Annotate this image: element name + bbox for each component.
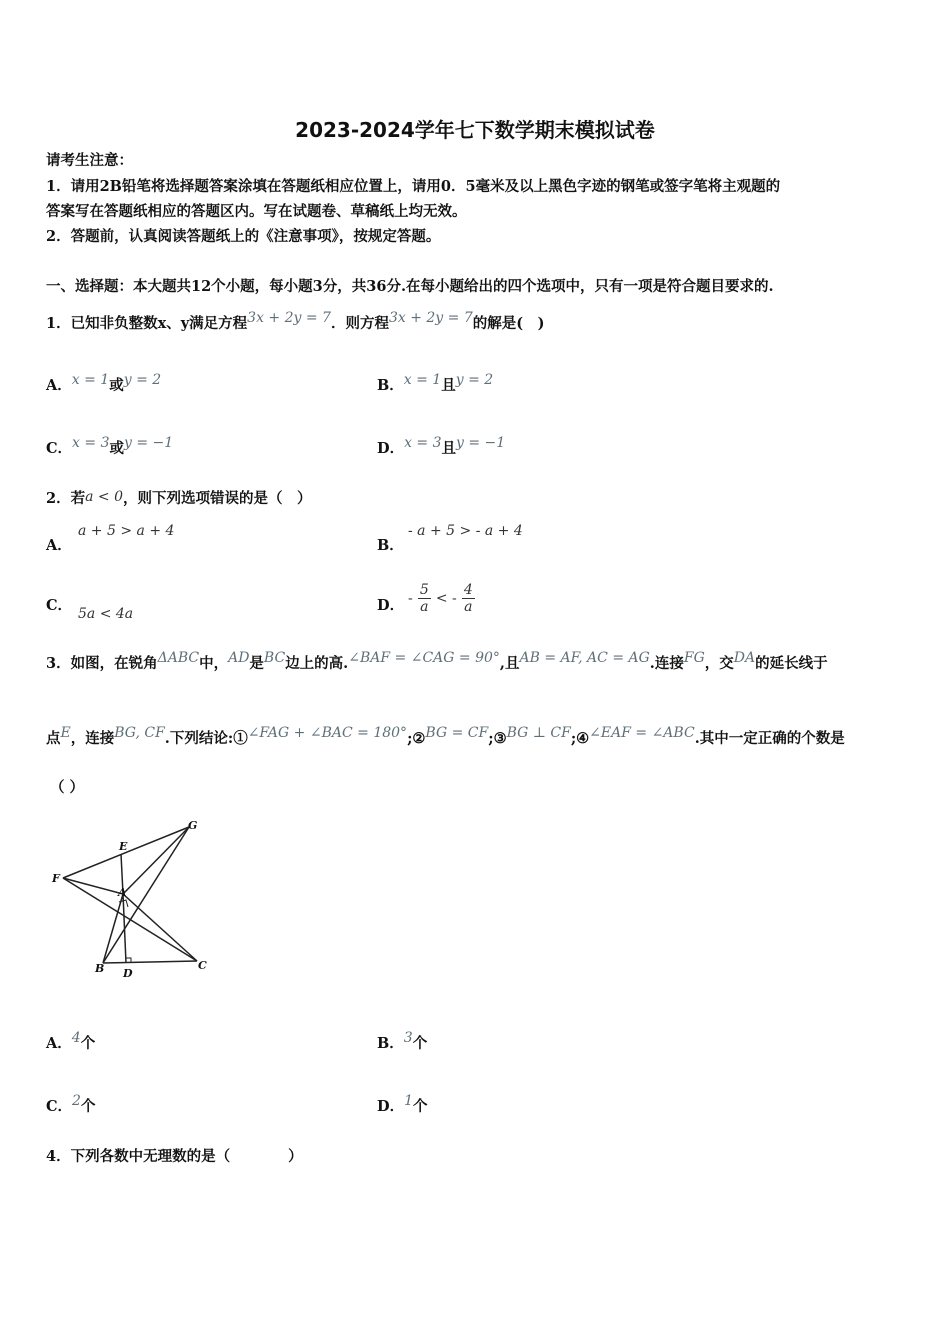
q3-conclusion-1: ∠FAG + ∠BAC = 180° [247, 725, 408, 741]
option-math-1: x = 1 [71, 372, 110, 388]
q3-option-a[interactable]: A．4个 [46, 1030, 96, 1052]
q3-math-ad: AD [228, 650, 250, 666]
q3-math-bg-cf: BG, CF [114, 725, 165, 741]
q2-option-b-expr: - a + 5 > - a + 4 [408, 523, 523, 539]
label-a: A [118, 886, 127, 899]
option-conj: 或 [109, 440, 124, 457]
q2-option-c-label[interactable]: C． [46, 597, 73, 614]
q3-conclusion-4: ∠EAF = ∠ABC [589, 725, 695, 741]
q3-conclusion-2: BG = CF [425, 725, 489, 741]
fraction-4-over-a: $\frac{4}{a}$ [463, 582, 473, 615]
option-label: B． [377, 377, 404, 394]
q1-option-d[interactable] [377, 435, 506, 458]
option-label: C． [46, 440, 73, 457]
label-c: C [198, 959, 207, 972]
option-math-2: y = 2 [123, 372, 162, 388]
q2-option-b-label[interactable]: B． [377, 537, 404, 554]
option-conj: 或 [109, 377, 124, 394]
option-math-1: x = 3 [72, 435, 110, 451]
option-label: D． [377, 440, 405, 457]
option-math-2: y = −1 [456, 435, 506, 451]
q2-option-d-label[interactable]: D． [377, 597, 405, 614]
line-ac [123, 894, 197, 961]
line-fa [63, 878, 123, 894]
q3-conclusion-3: BG ⊥ CF [506, 725, 571, 741]
option-math-1: x = 1 [403, 372, 442, 388]
label-b: B [95, 962, 105, 975]
question-3-line-2: 点E，连接BG, CF.下列结论:①∠FAG + ∠BAC = 180°;②BG = CF;③BG ⊥ CF;④∠EAF = ∠ABC.其中一定正确的个数是 [46, 725, 845, 747]
label-e: E [119, 840, 128, 853]
less-than-minus: < - [435, 590, 457, 607]
q1-prefix: 1．已知非负整数x、y满足方程 [46, 315, 248, 332]
q3-option-b[interactable]: B．3个 [377, 1030, 428, 1052]
option-unit: 个 [412, 1035, 428, 1052]
option-unit: 个 [80, 1035, 96, 1052]
q2-option-a-expr: a + 5 > a + 4 [78, 523, 175, 539]
minus-sign: - [408, 590, 413, 607]
option-number: 3 [403, 1030, 413, 1046]
option-number: 1 [404, 1093, 413, 1109]
line-bc [103, 961, 197, 963]
q2-suffix: ，则下列选项错误的是（ ） [122, 490, 312, 507]
q1-equation: 3x + 2y = 7 [247, 310, 331, 326]
q1-equation-2: 3x + 2y = 7 [388, 310, 473, 326]
question-2 [46, 490, 311, 508]
option-conj: 且 [441, 377, 456, 394]
q2-option-c-expr: 5a < 4a [78, 606, 134, 622]
option-unit: 个 [80, 1098, 96, 1115]
fraction-5-over-a: $\frac{5}{a}$ [419, 582, 429, 615]
q1-option-b[interactable] [377, 372, 494, 395]
q3-option-d[interactable]: D．1个 [377, 1093, 428, 1115]
q3-math-e: E [60, 725, 71, 741]
option-unit: 个 [413, 1098, 428, 1115]
line-ag [123, 827, 189, 894]
q3-math-bc: BC [263, 650, 286, 666]
q2-option-a-label[interactable]: A． [46, 537, 72, 554]
q2-prefix: 2．若 [46, 490, 86, 507]
label-g: G [188, 819, 198, 832]
option-math-2: y = 2 [455, 372, 494, 388]
notice-line-2: 答案写在答题纸相应的答题区内。写在试题卷、草稿纸上均无效。 [46, 203, 467, 220]
label-d: D [123, 967, 133, 980]
notice-heading: 请考生注意： [46, 152, 133, 169]
q1-option-a[interactable] [46, 372, 162, 395]
notice-line-3: 2．答题前，认真阅读答题纸上的《注意事项》，按规定答题。 [46, 228, 441, 245]
option-math-2: y = −1 [123, 435, 174, 451]
q2-option-d-expr [408, 582, 475, 615]
q3-geometry-figure [40, 812, 220, 982]
notice-line-1: 1．请用2B铅笔将选择题答案涂填在答题纸相应位置上，请用0．5毫米及以上黑色字迹的钢笔或签字笔将主观题的 [46, 178, 781, 195]
label-f: F [52, 872, 60, 885]
page-title: 2023-2024学年七下数学期末模拟试卷 [295, 118, 655, 142]
q3-math-triangle: ΔABC [157, 650, 200, 666]
question-1 [46, 310, 545, 333]
q3-option-c[interactable]: C．2个 [46, 1093, 96, 1115]
q3-math-equal-sides: AB = AF, AC = AG [519, 650, 650, 666]
q3-answer-paren: （ ） [50, 779, 85, 796]
option-math-1: x = 3 [404, 435, 442, 451]
option-conj: 且 [441, 440, 457, 457]
option-number: 4 [71, 1030, 81, 1046]
figure-lines [63, 827, 197, 963]
q3-math-fg: FG [683, 650, 705, 666]
q3-math-angles: ∠BAF = ∠CAG = 90° [348, 650, 500, 666]
option-label: A． [46, 377, 72, 394]
q1-option-c[interactable] [46, 435, 174, 458]
q3-math-da: DA [733, 650, 756, 666]
option-number: 2 [72, 1093, 81, 1109]
q1-suffix: 的解是( ) [472, 315, 545, 332]
q1-mid: ．则方程 [330, 315, 389, 332]
question-3-line-1: 3．如图，在锐角ΔABC中，AD是BC边上的高.∠BAF = ∠CAG = 90°,且AB = AF, AC = AG.连接FG，交DA的延长线于 [46, 650, 828, 672]
q2-condition: a < 0 [85, 489, 123, 505]
section-1-heading: 一、选择题：本大题共12个小题，每小题3分，共36分.在每小题给出的四个选项中，只有一项是符合题目要求的. [46, 278, 774, 295]
question-4: 4．下列各数中无理数的是（ ） [46, 1148, 303, 1165]
